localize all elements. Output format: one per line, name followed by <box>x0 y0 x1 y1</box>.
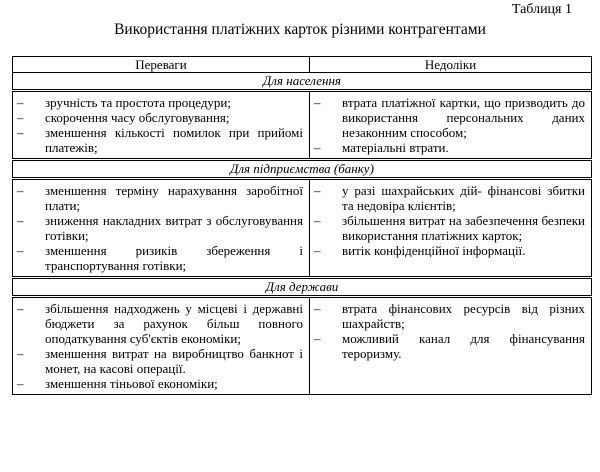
list-item: – матеріальні втрати. <box>314 140 449 155</box>
list-item: – зменшення терміну нарахування заробітної плати; <box>17 183 303 213</box>
list-item: – зручність та простота процедури; <box>17 95 232 110</box>
advantages-cell <box>13 91 310 160</box>
comparison-table <box>12 56 592 395</box>
group-row-state <box>13 297 592 395</box>
disadvantages-cell <box>310 91 592 160</box>
list-item: – втрата платіжної картки, що призводить до використання персональних даних незаконним способом; <box>314 95 585 140</box>
advantages-cell <box>13 297 310 395</box>
disadvantages-cell <box>310 297 592 395</box>
disadvantages-list <box>310 180 591 261</box>
advantages-list <box>13 92 309 158</box>
list-item: – втрата фінансових ресурсів від різних шахрайств; <box>314 301 585 331</box>
list-item: – зниження накладних витрат з обслуговування готівки; <box>17 213 303 243</box>
header-row <box>13 57 592 73</box>
list-item: – зменшення ризиків збереження і транспортування готівки; <box>17 243 303 273</box>
list-item: – зменшення витрат на виробництво банкнот і монет, на касові операції. <box>17 346 303 376</box>
section-label: Для населення <box>13 73 592 91</box>
list-item: – зменшення тіньової економіки; <box>17 376 218 391</box>
section-row-population <box>13 73 592 91</box>
advantages-list <box>13 298 309 394</box>
section-label: Для підприємства (банку) <box>13 160 592 179</box>
table-caption: Таблиця 1 <box>511 2 572 17</box>
disadvantages-list <box>310 298 591 364</box>
advantages-list <box>13 180 309 276</box>
list-item: – зменшення кількості помилок при прийомі платежів; <box>17 125 303 155</box>
table-title: Використання платіжних карток різними контрагентами <box>114 21 486 38</box>
list-item: – скорочення часу обслуговування; <box>17 110 230 125</box>
header-disadvantages: Недоліки <box>310 57 592 73</box>
list-item: – можливий канал для фінансування тероризму. <box>314 331 585 361</box>
section-row-state <box>13 278 592 297</box>
disadvantages-cell <box>310 179 592 278</box>
group-row-enterprise <box>13 179 592 278</box>
list-item: – збільшення надходжень у місцеві і державні бюджети за рахунок більш повного оподаткування суб'єктів економіки; <box>17 301 303 346</box>
disadvantages-list <box>310 92 591 158</box>
advantages-cell <box>13 179 310 278</box>
section-label: Для держави <box>13 278 592 297</box>
list-item: – витік конфіденційної інформації. <box>314 243 526 258</box>
header-advantages: Переваги <box>13 57 310 73</box>
list-item: – збільшення витрат на забезпечення безпеки використання платіжних карток; <box>314 213 585 243</box>
group-row-population <box>13 91 592 160</box>
section-row-enterprise <box>13 160 592 179</box>
list-item: – у разі шахрайських дій- фінансові збитки та недовіра клієнтів; <box>314 183 585 213</box>
